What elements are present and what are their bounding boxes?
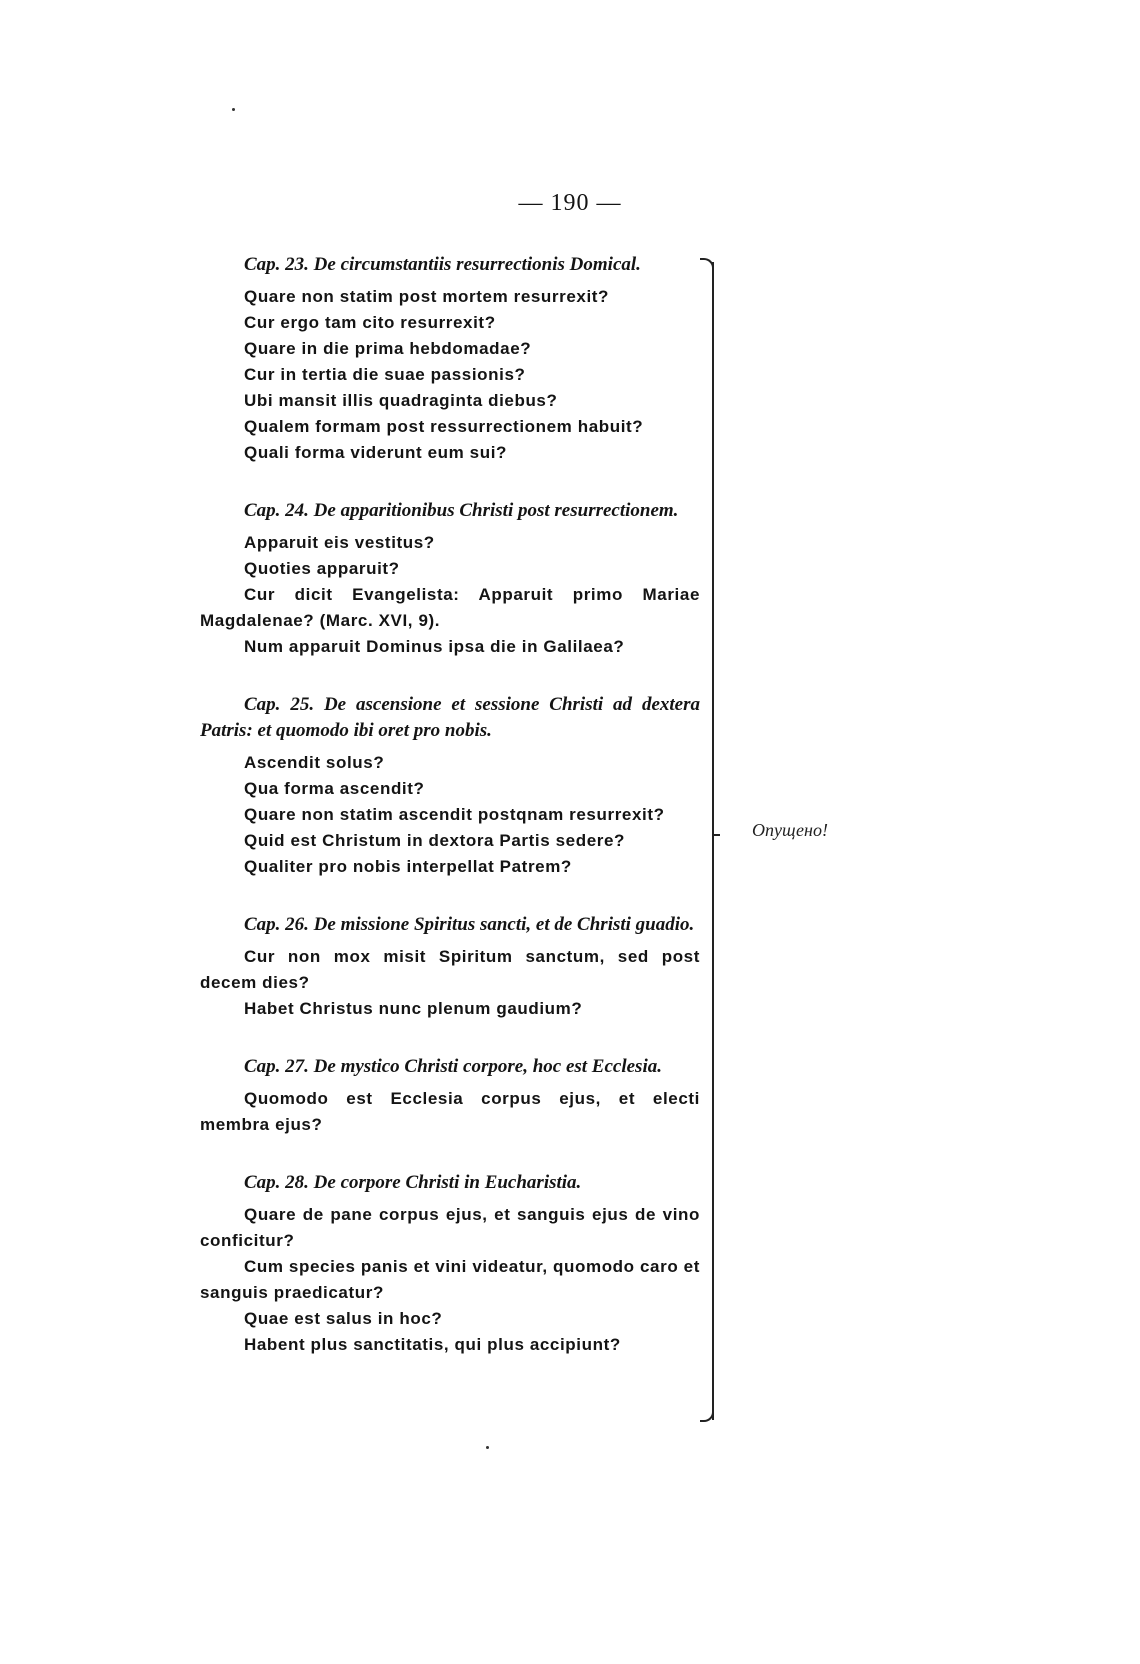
chapter-heading: Cap. 28. De corpore Christi in Eucharistia. [244, 1172, 582, 1193]
speck-mark [486, 1446, 489, 1449]
chapter-24 [200, 498, 700, 660]
question-line: Quali forma viderunt eum sui? [244, 443, 507, 462]
question-line: Ascendit solus? [244, 753, 385, 772]
question-line: Quare de pane corpus ejus, et sanguis ejus de vino conficitur? [200, 1205, 700, 1250]
speck-mark [232, 108, 235, 111]
question-line: Quid est Christum in dextora Partis sedere? [244, 831, 626, 850]
question-line: Qua forma ascendit? [244, 779, 425, 798]
question-line: Quare non statim ascendit postqnam resurrexit? [244, 805, 665, 824]
chapter-heading: Cap. 23. De circumstantiis resurrectionis Domical. [244, 254, 641, 275]
margin-note: Опущено! [752, 820, 828, 840]
chapter-28 [200, 1170, 700, 1358]
chapter-27 [200, 1054, 700, 1138]
question-line: Cur in tertia die suae passionis? [244, 365, 526, 384]
question-line: Ubi mansit illis quadraginta diebus? [244, 391, 558, 410]
margin-bracket [712, 262, 714, 1420]
chapter-heading: Cap. 24. De apparitionibus Christi post resurrectionem. [244, 500, 679, 521]
question-line: Habent plus sanctitatis, qui plus accipiunt? [244, 1335, 621, 1354]
chapter-23 [200, 252, 700, 466]
question-line: Num apparuit Dominus ipsa die in Galilaea? [244, 637, 625, 656]
question-line: Qualem formam post ressurrectionem habuit? [244, 417, 644, 436]
page-number: — 190 — [518, 190, 622, 216]
chapter-heading: Cap. 25. De ascensione et sessione Christi ad dextera Patris: et quomodo ibi oret pro nobis. [200, 694, 700, 741]
question-line: Qualiter pro nobis interpellat Patrem? [244, 857, 572, 876]
question-line: Quomodo est Ecclesia corpus ejus, et electi membra ejus? [200, 1089, 700, 1134]
bracket-tip [712, 834, 720, 836]
question-line: Habet Christus nunc plenum gaudium? [244, 999, 583, 1018]
question-line: Cum species panis et vini videatur, quomodo caro et sanguis praedicatur? [200, 1257, 700, 1302]
chapter-heading: Cap. 26. De missione Spiritus sancti, et de Christi guadio. [244, 914, 695, 935]
question-line: Cur dicit Evangelista: Apparuit primo Mariae Magdalenae? (Marc. XVI, 9). [200, 585, 700, 630]
question-line: Cur non mox misit Spiritum sanctum, sed post decem dies? [200, 947, 700, 992]
text-column [200, 252, 700, 1358]
chapter-25 [200, 692, 700, 880]
question-line: Quoties apparuit? [244, 559, 400, 578]
question-line: Cur ergo tam cito resurrexit? [244, 313, 496, 332]
question-line: Quare in die prima hebdomadae? [244, 339, 532, 358]
question-line: Apparuit eis vestitus? [244, 533, 435, 552]
chapter-26 [200, 912, 700, 1022]
question-line: Quare non statim post mortem resurrexit? [244, 287, 610, 306]
question-line: Quae est salus in hoc? [244, 1309, 443, 1328]
chapter-heading: Cap. 27. De mystico Christi corpore, hoc est Ecclesia. [244, 1056, 662, 1077]
